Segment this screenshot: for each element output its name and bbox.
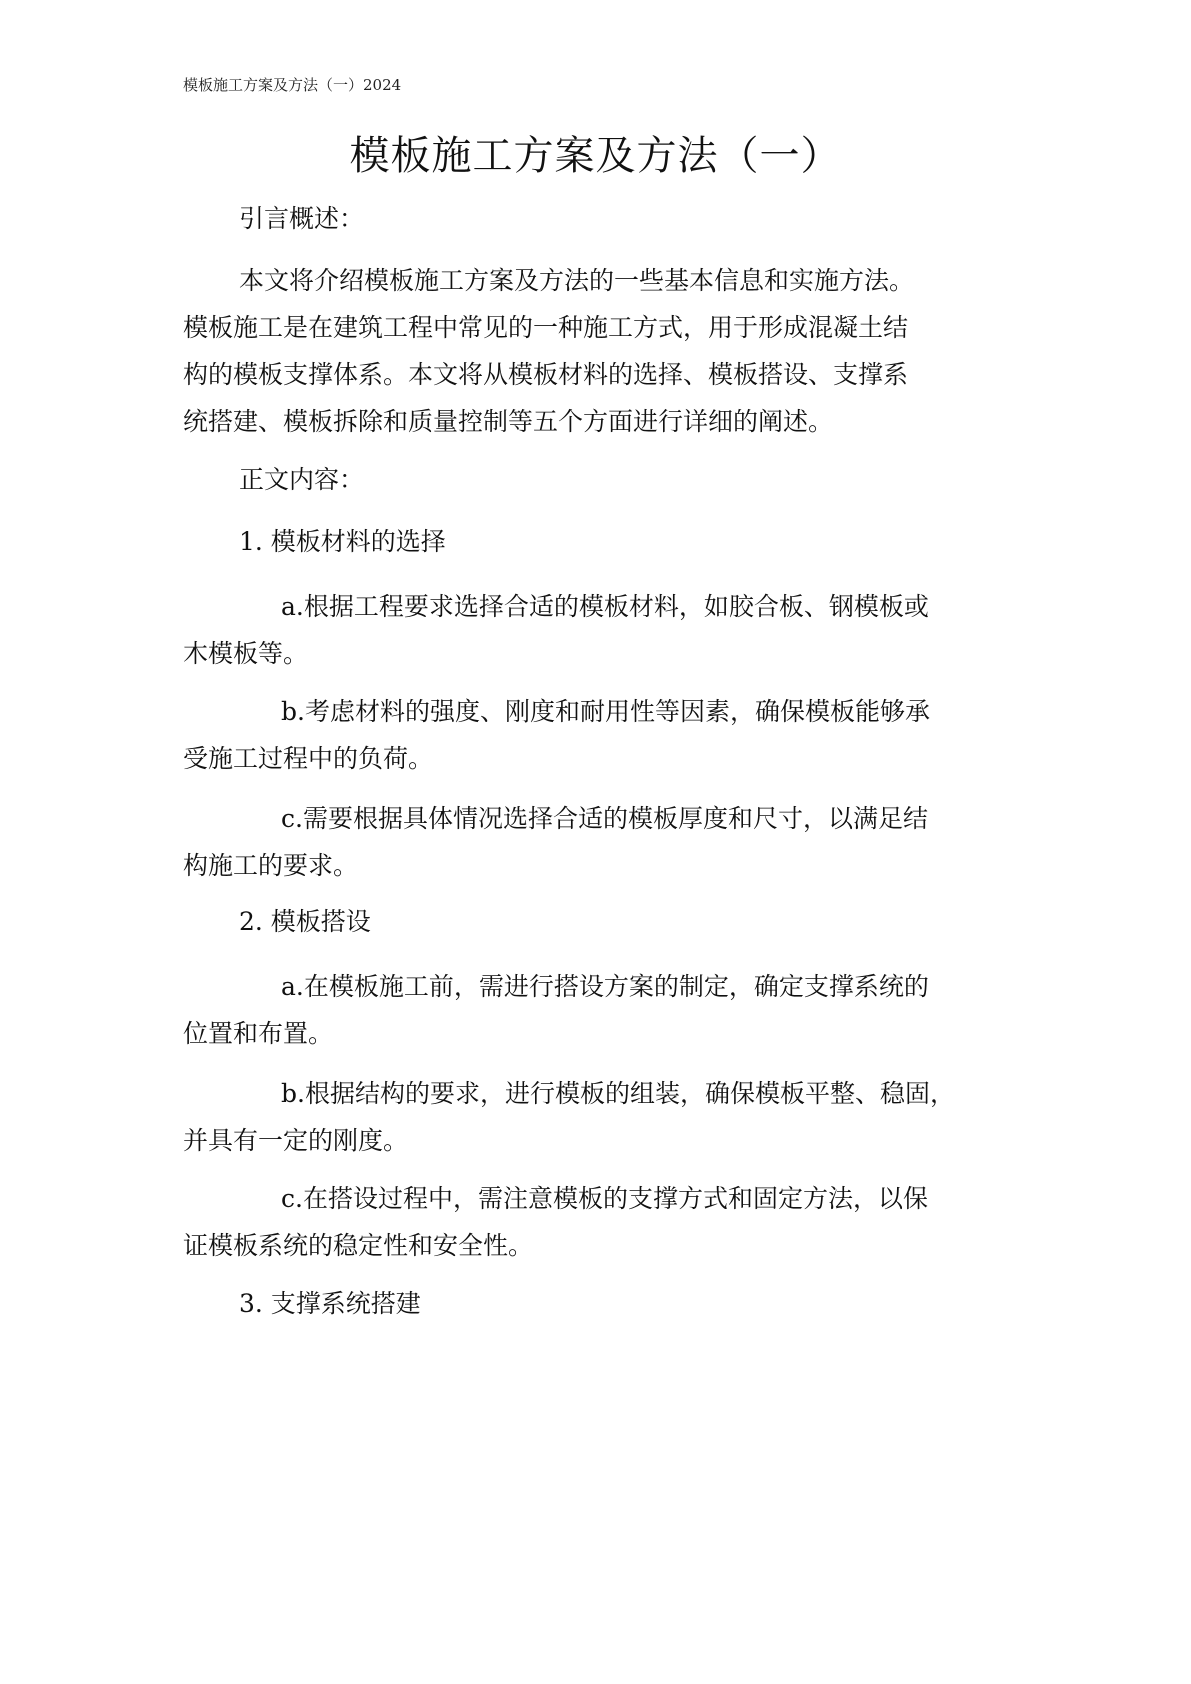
intro-paragraph [183, 257, 1003, 445]
section-heading-text: 2. 模板搭设 [239, 907, 371, 936]
item-line: 木模板等。 [183, 639, 309, 668]
intro-line: 构的模板支撑体系。本文将从模板材料的选择、模板搭设、支撑系 [183, 360, 909, 389]
item-line: 受施工过程中的负荷。 [183, 744, 434, 773]
section-2-heading [183, 898, 1003, 945]
section-2-item-c [183, 1175, 1003, 1269]
section-3-heading [183, 1280, 1003, 1327]
section-2-item-a [183, 963, 1003, 1057]
item-line: c.需要根据具体情况选择合适的模板厚度和尺寸，以满足结 [281, 804, 928, 833]
section-heading-text: 1. 模板材料的选择 [239, 527, 446, 556]
item-line: c.在搭设过程中，需注意模板的支撑方式和固定方法，以保 [281, 1184, 928, 1213]
section-heading-text: 3. 支撑系统搭建 [239, 1289, 421, 1318]
section-1-item-b [183, 688, 1003, 782]
body-heading-text: 正文内容： [239, 465, 365, 494]
section-1-item-c [183, 795, 1003, 889]
running-header: 模板施工方案及方法（一）2024 [183, 76, 402, 94]
intro-line: 模板施工是在建筑工程中常见的一种施工方式，用于形成混凝土结 [183, 313, 909, 342]
item-line: 构施工的要求。 [183, 851, 359, 880]
item-line: 证模板系统的稳定性和安全性。 [183, 1231, 534, 1260]
item-line: 并具有一定的刚度。 [183, 1126, 409, 1155]
item-line: a.在模板施工前，需进行搭设方案的制定，确定支撑系统的 [281, 972, 929, 1001]
section-1-item-a [183, 583, 1003, 677]
document-title: 模板施工方案及方法（一） [349, 133, 842, 179]
item-line: b.根据结构的要求，进行模板的组装，确保模板平整、稳固， [281, 1079, 955, 1108]
item-line: a.根据工程要求选择合适的模板材料，如胶合板、钢模板或 [281, 592, 929, 621]
section-2-item-b [183, 1070, 1003, 1164]
intro-heading-text: 引言概述： [239, 204, 365, 233]
item-line: 位置和布置。 [183, 1019, 334, 1048]
section-1-heading [183, 518, 1003, 565]
intro-line: 本文将介绍模板施工方案及方法的一些基本信息和实施方法。 [239, 266, 915, 295]
intro-heading [183, 195, 1003, 242]
body-heading [183, 456, 1003, 503]
intro-line: 统搭建、模板拆除和质量控制等五个方面进行详细的阐述。 [183, 407, 834, 436]
item-line: b.考虑材料的强度、刚度和耐用性等因素，确保模板能够承 [281, 697, 930, 726]
